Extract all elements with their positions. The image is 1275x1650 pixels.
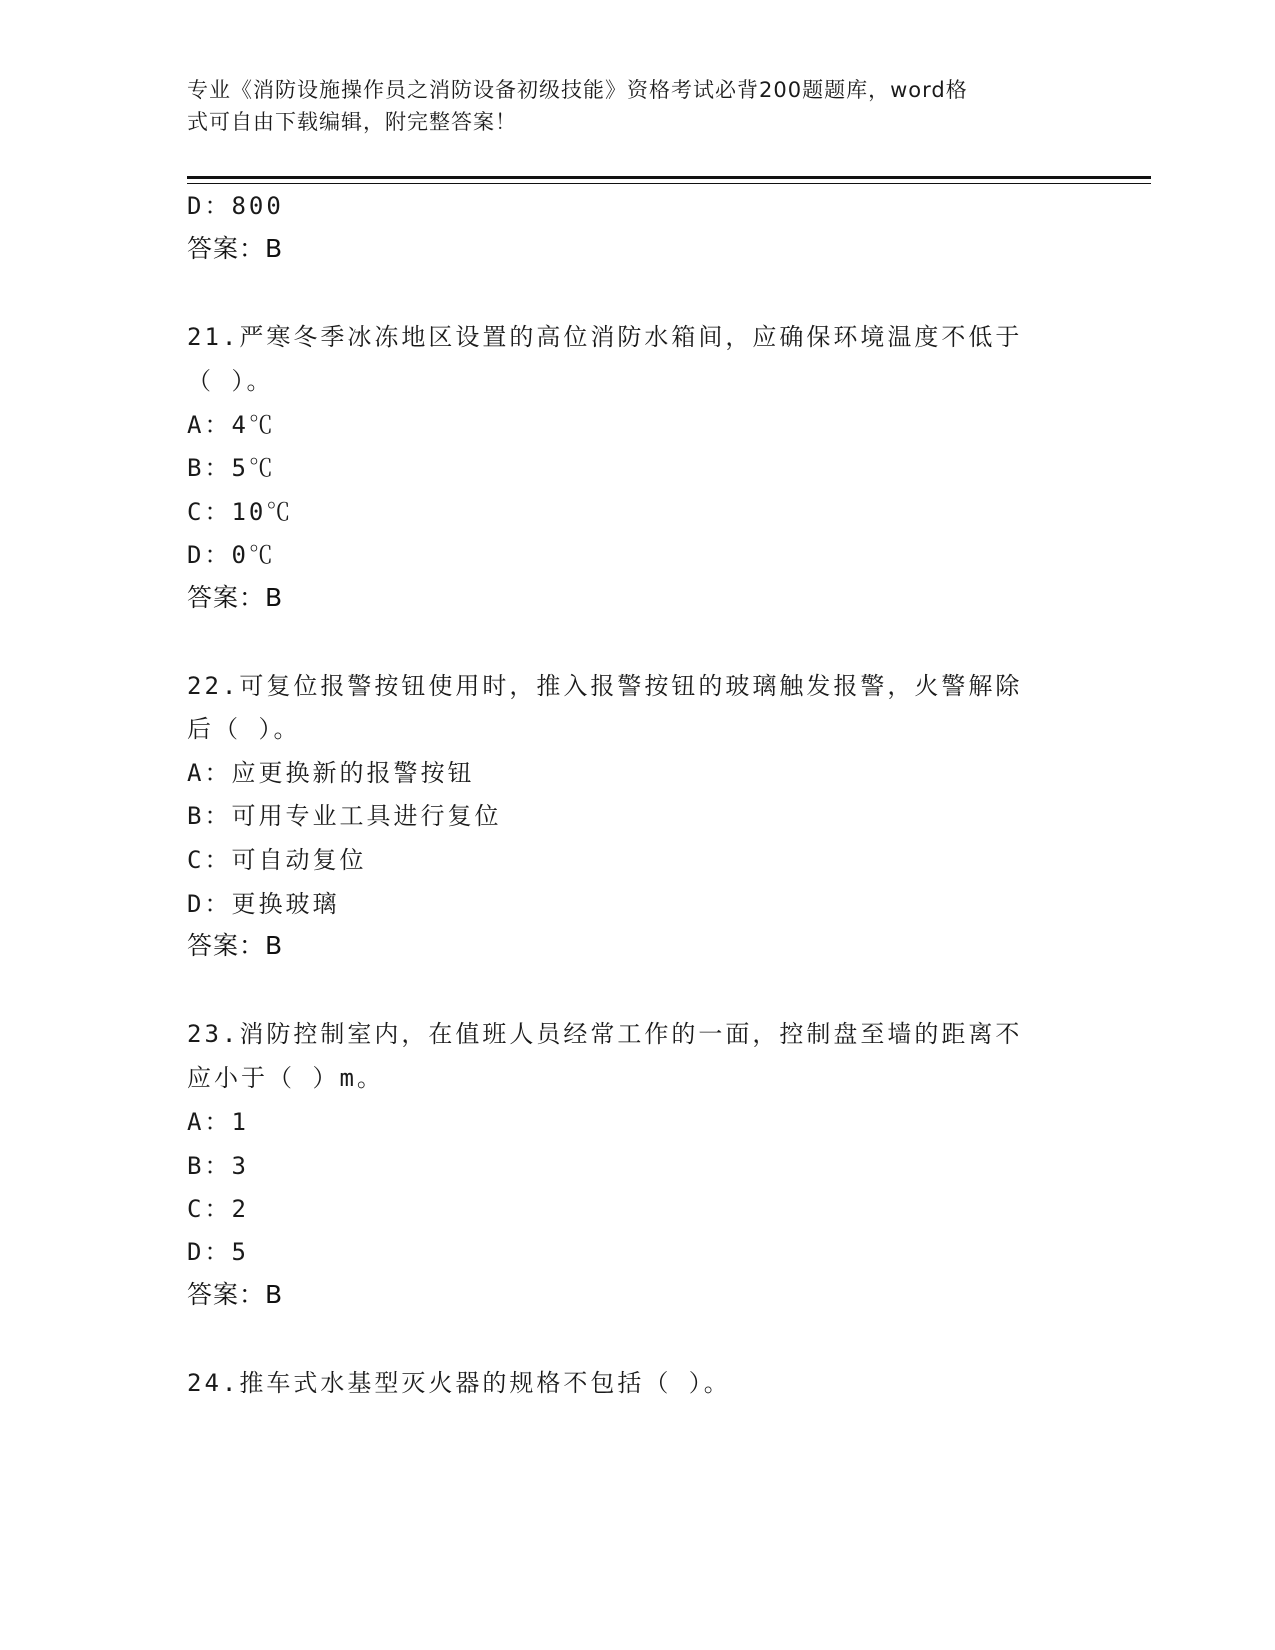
header-rule-thick <box>187 176 1151 179</box>
answer-label: 答案： <box>187 1280 266 1309</box>
answer-label: 答案： <box>187 583 266 612</box>
document-header <box>187 74 1087 138</box>
q23-option-c: C：2 <box>187 1195 249 1223</box>
prev-answer <box>187 233 283 265</box>
answer-value: B <box>265 1280 284 1309</box>
q21-option-c: C：10℃ <box>187 498 294 526</box>
q23-option-a: A：1 <box>187 1108 249 1136</box>
q21-option-a: A：4℃ <box>187 411 276 439</box>
q21-option-b: B：5℃ <box>187 454 276 482</box>
header-line-2: 式可自由下载编辑，附完整答案！ <box>187 110 517 134</box>
q22-answer <box>187 930 283 962</box>
q23-stem-line-1: 23.消防控制室内，在值班人员经常工作的一面，控制盘至墙的距离不 <box>187 1020 1023 1048</box>
q23-answer <box>187 1279 283 1311</box>
q23-stem-line-2: 应小于（ ）m。 <box>187 1064 384 1092</box>
q23-option-b: B：3 <box>187 1152 249 1180</box>
q22-option-c: C：可自动复位 <box>187 846 367 874</box>
header-rule-thin <box>187 183 1151 184</box>
answer-value: B <box>265 583 284 612</box>
q22-stem-line-2: 后（ ）。 <box>187 715 301 743</box>
q22-option-b: B：可用专业工具进行复位 <box>187 802 502 830</box>
q21-answer <box>187 582 283 614</box>
q22-stem-line-1: 22.可复位报警按钮使用时，推入报警按钮的玻璃触发报警，火警解除 <box>187 672 1023 700</box>
q21-stem-line-1: 21.严寒冬季冰冻地区设置的高位消防水箱间，应确保环境温度不低于 <box>187 323 1023 351</box>
answer-label: 答案： <box>187 234 266 263</box>
answer-label: 答案： <box>187 931 266 960</box>
answer-value: B <box>265 931 284 960</box>
prev-option-d: D：800 <box>187 192 284 220</box>
q24-stem-line-1: 24.推车式水基型灭火器的规格不包括（ ）。 <box>187 1369 731 1397</box>
q22-option-d: D：更换玻璃 <box>187 890 340 918</box>
q22-option-a: A：应更换新的报警按钮 <box>187 759 475 787</box>
q23-option-d: D：5 <box>187 1238 249 1266</box>
answer-value: B <box>265 234 284 263</box>
header-line-1: 专业《消防设施操作员之消防设备初级技能》资格考试必背200题题库，word格 <box>187 78 968 102</box>
q21-stem-line-2: （ ）。 <box>187 367 274 395</box>
q21-option-d: D：0℃ <box>187 541 276 569</box>
